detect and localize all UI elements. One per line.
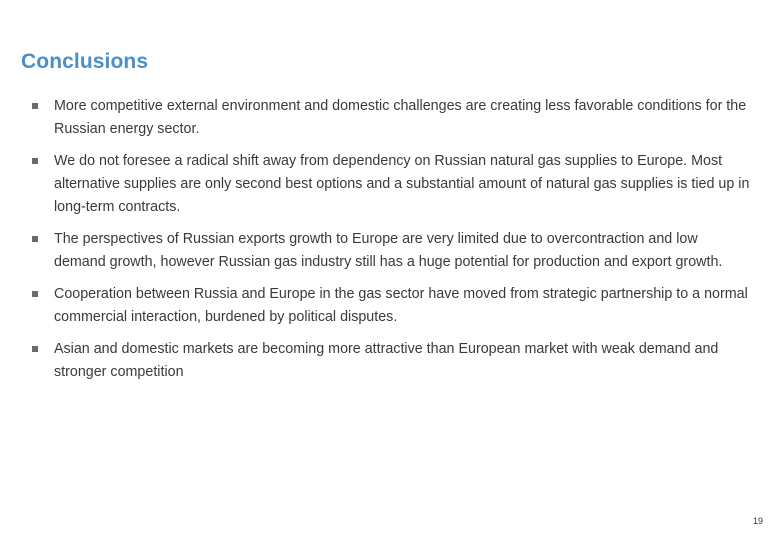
bullet-text: Cooperation between Russia and Europe in the gas sector have moved from strategic partnership to a normal commercial interaction, burdened by political disputes. [54,286,748,325]
bullet-item [32,95,752,141]
page-number: 19 [752,516,763,526]
bullet-item [32,338,752,384]
bullet-text: We do not foresee a radical shift away from dependency on Russian natural gas supplies to Europe. Most alternative supplies are only second best options and a substantial amount of natural gas supplies is tied up in long-term contracts. [54,153,750,215]
slide-title: Conclusions [21,50,149,73]
square-bullet-icon [32,236,38,242]
bullet-item [32,228,752,274]
bullet-item [32,283,752,329]
square-bullet-icon [32,346,38,352]
bullet-item [32,150,752,219]
square-bullet-icon [32,103,38,109]
bullet-text: More competitive external environment and domestic challenges are creating less favorable conditions for the Russian energy sector. [54,98,747,137]
conclusions-list [32,95,752,393]
square-bullet-icon [32,291,38,297]
bullet-text: The perspectives of Russian exports growth to Europe are very limited due to overcontraction and low demand growth, however Russian gas industry still has a huge potential for production and export growth. [54,231,723,270]
square-bullet-icon [32,158,38,164]
bullet-text: Asian and domestic markets are becoming more attractive than European market with weak demand and stronger competition [54,341,719,380]
